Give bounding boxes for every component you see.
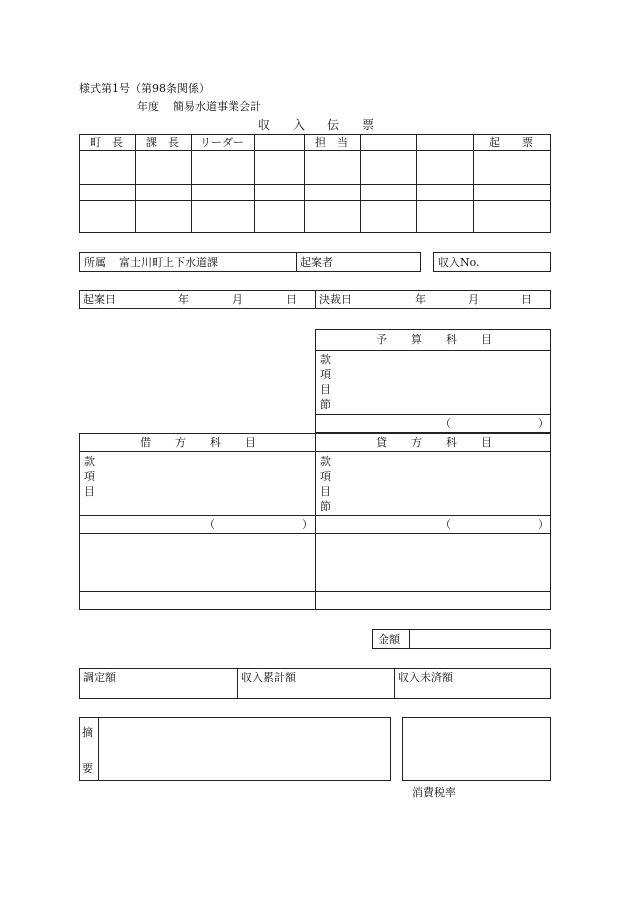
title-char: 入 [293, 118, 306, 132]
credit-level-setsu: 節 [320, 500, 331, 513]
budget-level-moku: 目 [320, 383, 331, 396]
decision-day-unit: 日 [521, 293, 532, 306]
debit-title-char: 科 [210, 436, 221, 449]
summary-box [79, 717, 391, 781]
approval-header-drafter: 起 票 [489, 136, 533, 149]
budget-title-char: 算 [411, 333, 422, 346]
title-char: 票 [362, 118, 375, 132]
debit-paren-close: ） [302, 518, 313, 531]
budget-paren-close: ） [538, 417, 549, 430]
debit-title-char: 目 [245, 436, 256, 449]
budget-account-block [315, 329, 551, 433]
approval-header-chief: 課 長 [146, 136, 179, 149]
credit-title-char: 貸 [376, 436, 387, 449]
credit-title-char: 目 [481, 436, 492, 449]
decision-month-unit: 月 [468, 293, 479, 306]
debit-level-kan: 款 [84, 455, 95, 468]
summary-label-bottom: 要 [82, 762, 93, 775]
debit-level-moku: 目 [84, 485, 95, 498]
draft-date-label: 起案日 [83, 293, 116, 306]
budget-level-kan: 款 [320, 353, 331, 366]
summary-label-top: 摘 [82, 726, 93, 739]
budget-title-char: 予 [376, 333, 387, 346]
credit-level-moku: 目 [320, 485, 331, 498]
credit-level-kan: 款 [320, 455, 331, 468]
draft-year-unit: 年 [178, 293, 189, 306]
debit-title-char: 借 [140, 436, 151, 449]
credit-level-kou: 項 [320, 470, 331, 483]
totals-row [79, 668, 551, 699]
decision-date-label: 決裁日 [319, 293, 352, 306]
fiscal-year-label: 年度 [137, 100, 159, 113]
department-label: 所属 [84, 256, 106, 269]
credit-paren-open: （ [440, 518, 451, 531]
budget-title-char: 目 [481, 333, 492, 346]
amount-label: 金額 [378, 633, 400, 646]
title-char: 収 [258, 118, 271, 132]
budget-title-char: 科 [446, 333, 457, 346]
cumulative-receipts-label: 収入累計額 [241, 671, 296, 684]
budget-paren-open: （ [440, 417, 451, 430]
draft-day-unit: 日 [286, 293, 297, 306]
drafter-label: 起案者 [300, 256, 333, 269]
debit-paren-open: （ [204, 518, 215, 531]
tax-rate-label: 消費税率 [412, 786, 456, 799]
debit-title-char: 方 [175, 436, 186, 449]
draft-month-unit: 月 [232, 293, 243, 306]
budget-level-kou: 項 [320, 368, 331, 381]
department-value: 富士川町上下水道課 [119, 256, 218, 269]
debit-level-kou: 項 [84, 470, 95, 483]
outstanding-receipts-label: 収入未済額 [398, 671, 453, 684]
budget-level-setsu: 節 [320, 398, 331, 411]
credit-paren-close: ） [538, 518, 549, 531]
assessed-amount-label: 調定額 [83, 671, 116, 684]
form-number: 様式第1号（第98条関係） [79, 82, 210, 95]
credit-title-char: 科 [446, 436, 457, 449]
receipt-no-label: 収入No. [438, 256, 480, 269]
tax-rate-box [402, 717, 551, 781]
credit-title-char: 方 [411, 436, 422, 449]
approval-header-leader: リーダー [200, 136, 244, 149]
decision-year-unit: 年 [415, 293, 426, 306]
approval-header-staff: 担 当 [315, 136, 348, 149]
title-char: 伝 [327, 118, 340, 132]
account-name: 簡易水道事業会計 [173, 100, 261, 113]
approval-header-mayor: 町 長 [90, 136, 123, 149]
